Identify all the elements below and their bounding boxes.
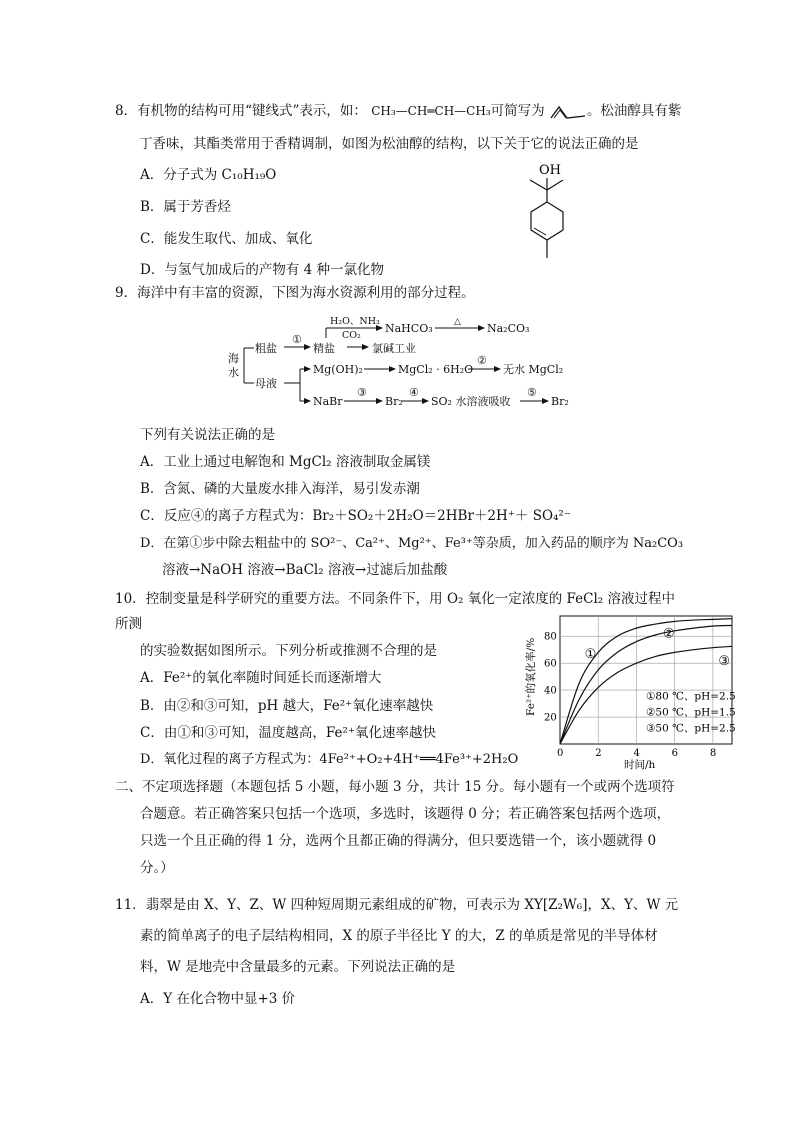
reagent-co2-label: CO₂ bbox=[342, 330, 361, 341]
series-marker-3: ③ bbox=[718, 654, 731, 670]
reagents-top-label: H₂O、NH₃ bbox=[330, 316, 380, 327]
section2-title: 二、不定项选择题（本题包括 5 小题，每小题 3 分，共计 15 分。每小题有一个或两个选项符 bbox=[115, 779, 675, 795]
legend-entry-3: ③50 ℃、pH=2.5 bbox=[646, 722, 736, 735]
heat-label: △ bbox=[454, 317, 461, 327]
seawater-label-2: 水 bbox=[228, 366, 239, 379]
legend-entry-1: ①80 ℃、pH=2.5 bbox=[646, 690, 736, 703]
chart-ylabel: Fe²⁺的氧化率/% bbox=[525, 637, 537, 716]
q11-line-2: 素的简单离子的电子层结构相同，X 的原子半径比 Y 的大，Z 的单质是常见的半导体材 bbox=[140, 928, 658, 944]
q8-stem-a: 有机物的结构可用“键线式”表示，如： bbox=[137, 103, 367, 119]
q9-option-c: C．反应④的离子方程式为：Br₂＋SO₂＋2H₂O＝2HBr＋2H⁺＋ SO₄²⁻ bbox=[140, 508, 571, 524]
q11-option-a: A．Y 在化合物中显+3 价 bbox=[140, 991, 296, 1007]
x-tick-label: 2 bbox=[595, 748, 602, 759]
step-3-label: ③ bbox=[357, 386, 367, 399]
x-tick-label: 6 bbox=[671, 748, 679, 759]
mother-liquor-label: 母液 bbox=[255, 377, 277, 390]
mgcl2-hydrate-label: MgCl₂ · 6H₂O bbox=[398, 363, 474, 376]
series-marker-1: ① bbox=[584, 646, 597, 662]
q8-stem-c: 。松油醇具有紫 bbox=[586, 103, 682, 119]
x-tick-label: 0 bbox=[557, 748, 564, 759]
q10-line-3: 的实验数据如图所示。下列分析或推测不合理的是 bbox=[140, 643, 437, 659]
y-tick-label: 80 bbox=[544, 631, 557, 643]
q11-stem-1: 翡翠是由 X、Y、Z、W 四种短周期元素组成的矿物，可表示为 XY[Z₂W₆]，X、Y、W 元 bbox=[145, 897, 679, 913]
q8-option-b: B．属于芳香烃 bbox=[140, 199, 231, 215]
nabr-label: NaBr bbox=[313, 395, 343, 408]
q8-number: 8． bbox=[115, 103, 138, 119]
oh-label: OH bbox=[539, 163, 561, 178]
chlor-alkali-label: 氯碱工业 bbox=[372, 342, 416, 355]
q8-stem-b: 可简写为 bbox=[490, 103, 545, 119]
anhydrous-mgcl2-label: 无水 MgCl₂ bbox=[503, 363, 564, 376]
q10-option-a: A．Fe²⁺的氧化率随时间延长而逐渐增大 bbox=[140, 670, 382, 686]
series-marker-2: ② bbox=[662, 626, 675, 642]
step-5-label: ⑤ bbox=[527, 386, 537, 399]
br2-second-label: Br₂ bbox=[551, 395, 569, 408]
q10-option-d: D．氧化过程的离子方程式为：4Fe²⁺+O₂+4H⁺══4Fe³⁺+2H₂O bbox=[140, 752, 519, 767]
step-2-label: ② bbox=[477, 354, 487, 367]
q11-line-1 bbox=[115, 896, 678, 914]
q11-number: 11． bbox=[115, 897, 146, 913]
q9-stem-text: 海洋中有丰富的资源，下图为海水资源利用的部分过程。 bbox=[137, 285, 475, 301]
butene-skeletal-icon bbox=[549, 104, 587, 120]
crude-salt-label: 粗盐 bbox=[255, 342, 277, 355]
na2co3-label: Na₂CO₃ bbox=[487, 322, 530, 335]
q9-option-a: A．工业上通过电解饱和 MgCl₂ 溶液制取金属镁 bbox=[140, 454, 431, 470]
seawater-process-diagram bbox=[222, 312, 582, 416]
y-tick-label: 40 bbox=[544, 685, 557, 697]
legend-entry-2: ②50 ℃、pH=1.5 bbox=[646, 706, 736, 719]
nahco3-label: NaHCO₃ bbox=[385, 322, 433, 335]
q9-number: 9． bbox=[115, 285, 138, 301]
x-tick-label: 8 bbox=[709, 748, 717, 759]
y-tick-label: 20 bbox=[544, 712, 557, 724]
q9-option-d: D．在第①步中除去粗盐中的 SO²⁻、Ca²⁺、Mg²⁺、Fe³⁺等杂质，加入药品的顺序为 Na₂CO₃ bbox=[140, 536, 684, 551]
section2-line-3: 只选一个且正确的得 1 分，选两个且都正确的得满分，但只要选错一个，该小题就得 0 bbox=[140, 833, 657, 849]
q8-option-c: C．能发生取代、加成、氧化 bbox=[140, 231, 313, 247]
q8-line-1 bbox=[115, 102, 681, 120]
q11-line-3: 料，W 是地壳中含量最多的元素。下列说法正确的是 bbox=[140, 959, 456, 975]
q9-option-b: B．含氮、磷的大量废水排入海洋，易引发赤潮 bbox=[140, 481, 420, 497]
fe2-oxidation-chart bbox=[520, 606, 738, 774]
q10-option-b: B．由②和③可知，pH 越大，Fe²⁺氧化速率越快 bbox=[140, 698, 434, 714]
chart-xlabel: 时间/h bbox=[624, 759, 656, 771]
q10-option-c: C．由①和③可知，温度越高，Fe²⁺氧化速率越快 bbox=[140, 725, 436, 741]
terpineol-structure bbox=[505, 158, 585, 268]
so2-absorb-label: SO₂ 水溶液吸收 bbox=[431, 395, 511, 408]
q9-stem bbox=[115, 284, 475, 302]
br2-first-label: Br₂ bbox=[385, 395, 403, 408]
q10-stem-1: 控制变量是科学研究的重要方法。不同条件下，用 O₂ 氧化一定浓度的 FeCl₂ 溶液过程中 bbox=[145, 591, 676, 607]
q10-number: 10． bbox=[115, 591, 146, 607]
seawater-label-1: 海 bbox=[228, 352, 239, 365]
section2-line-4: 分。） bbox=[140, 860, 174, 876]
section2-line-2: 合题意。若正确答案只包括一个选项，多选时，该题得 0 分；若正确答案包括两个选项， bbox=[140, 806, 671, 822]
refined-salt-label: 精盐 bbox=[313, 342, 335, 355]
q8-option-d: D．与氢气加成后的产物有 4 种一氯化物 bbox=[140, 262, 384, 278]
q9-option-d-cont: 溶液→NaOH 溶液→BaCl₂ 溶液→过滤后加盐酸 bbox=[162, 562, 448, 578]
q10-line-2: 所测 bbox=[115, 616, 142, 632]
q8-example-formula: CH₃—CH═CH—CH₃ bbox=[371, 104, 491, 118]
x-tick-label: 4 bbox=[633, 748, 640, 759]
mgoh2-label: Mg(OH)₂ bbox=[313, 363, 363, 376]
q8-option-a: A．分子式为 C₁₀H₁₉O bbox=[140, 167, 277, 183]
q9-lead: 下列有关说法正确的是 bbox=[140, 427, 275, 443]
y-tick-label: 60 bbox=[544, 658, 557, 670]
q8-line-2: 丁香味，其酯类常用于香精调制，如图为松油醇的结构，以下关于它的说法正确的是 bbox=[139, 136, 639, 152]
step-4-label: ④ bbox=[409, 386, 419, 399]
step-1-label: ① bbox=[292, 333, 302, 346]
